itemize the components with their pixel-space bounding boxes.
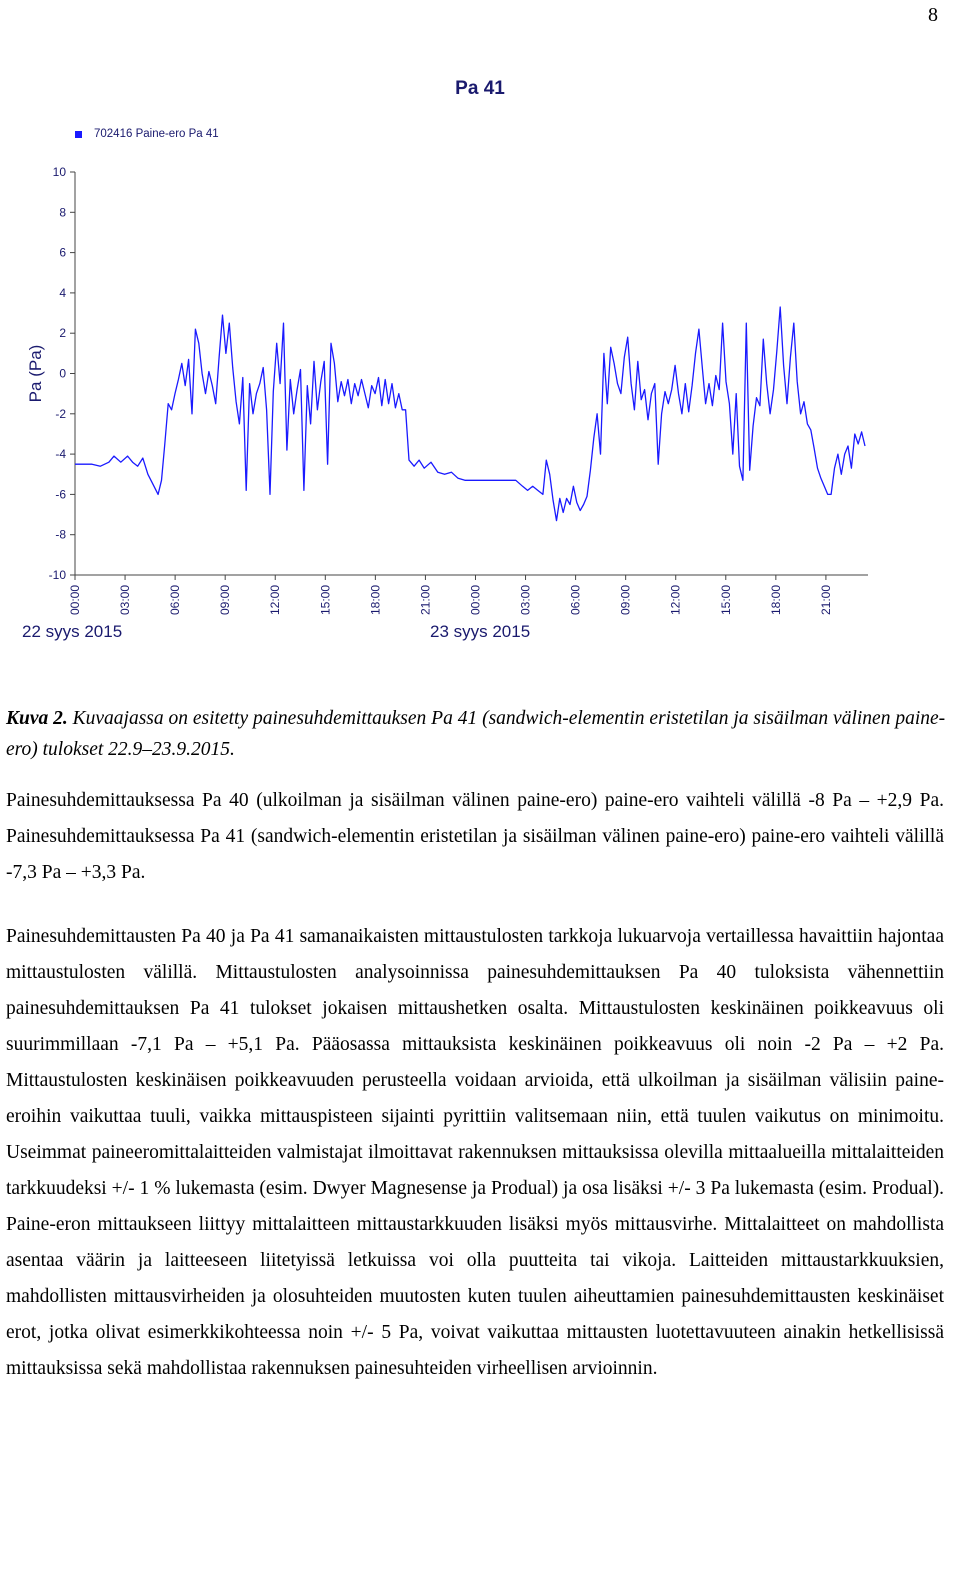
x-tick-label: 15:00 bbox=[318, 585, 333, 616]
paragraph-2: Painesuhdemittausten Pa 40 ja Pa 41 samanaikaisten mittaustulosten tarkkoja lukuarvoja vertaillessa havaittiin hajontaa mittaustulosten välillä. Mittaustulosten analysoinnissa painesuhdemittauksen Pa 40 tuloksista vähennettiin painesuhdemittauksen Pa 41 tulokset jokaisen mittaushetken osalta. Mittaustulosten keskinäinen poikkeavuus oli suurimmillaan -7,1 Pa – +5,1 Pa. Pääosassa mittauksista keskinäinen poikkeavuus oli noin -2 Pa – +2 Pa. Mittaustulosten keskinäisen poikkeavuuden perusteella voidaan arvioida, että ulkoilman ja sisäilman välisiin paine-eroihin vaikuttaa tuuli, vaikka mittauspisteen sijainti pyrittiin valitsemaan niin, että tuulen vaikutus on minimoitu. Useimmat paineeromittalaitteiden valmistajat ilmoittavat rakennuksen mittauksissa olevilla mittaalueilla mittalaitteiden tarkkuudeksi +/- 1 % lukemasta (esim. Dwyer Magnesense ja Produal) ja osa lisäksi +/- 3 Pa lukemasta (esim. Produal). Paine-eron mittaukseen liittyy mittalaitteen mittaustarkkuuden lisäksi myös mittausvirhe. Mittalaitteet on mahdollista asentaa väärin ja laitteeseen liitetyissä letkuissa voi olla puutteita tai vikoja. Laitteiden mittaustarkkuuksien, mahdollisten mittausvirheiden ja olosuhteiden muutosten kuten tuulen aiheuttamien painesuhdemittausten keskinäiset erot, jotka olivat esimerkkikohteessa noin +/- 5 Pa, voivat vaikuttaa mittausten luotettavuuteen ainakin hetkellisissä mittauksissa sekä mahdollistaa rakennuksen painesuhteiden virheellisen arvioinnin. bbox=[6, 926, 944, 1379]
y-tick-label: 10 bbox=[52, 165, 66, 179]
y-tick-label: -2 bbox=[55, 406, 66, 421]
series-line bbox=[75, 307, 865, 521]
y-tick-label: -10 bbox=[48, 568, 66, 582]
x-tick-label: 06:00 bbox=[568, 585, 583, 616]
chart-figure bbox=[0, 60, 960, 660]
x-tick-label: 21:00 bbox=[818, 585, 833, 616]
x-tick-label: 12:00 bbox=[668, 585, 683, 616]
legend-label: 702416 Paine-ero Pa 41 bbox=[94, 128, 219, 140]
chart-title: Pa 41 bbox=[455, 78, 505, 99]
x-tick-label: 21:00 bbox=[418, 585, 433, 616]
x-tick-label: 03:00 bbox=[518, 585, 533, 616]
figure-caption bbox=[6, 703, 946, 765]
y-tick-label: -6 bbox=[55, 487, 66, 502]
x-tick-label: 06:00 bbox=[168, 585, 183, 616]
x-tick-label: 00:00 bbox=[68, 585, 82, 616]
y-tick-label: -4 bbox=[55, 447, 66, 462]
y-tick-label: 8 bbox=[59, 205, 66, 220]
x-tick-label: 15:00 bbox=[718, 585, 733, 616]
caption-label: Kuva 2. bbox=[6, 708, 68, 729]
y-tick-label: 2 bbox=[59, 326, 66, 341]
y-tick-label: 4 bbox=[59, 285, 66, 300]
y-tick-label: -8 bbox=[55, 527, 66, 542]
x-tick-label: 09:00 bbox=[218, 585, 233, 616]
x-tick-label: 18:00 bbox=[768, 585, 783, 616]
paragraph-1: Painesuhdemittauksessa Pa 40 (ulkoilman ja sisäilman välinen paine-ero) paine-ero vaihteli välillä -8 Pa – +2,9 Pa. Painesuhdemittauksessa Pa 41 (sandwich-elementin eristetilan ja sisäilman välinen paine-ero) paine-ero vaihteli välillä -7,3 Pa – +3,3 Pa. bbox=[6, 790, 944, 883]
y-tick-label: 6 bbox=[59, 245, 66, 260]
date-label-start: 22 syys 2015 bbox=[22, 622, 123, 641]
x-tick-label: 00:00 bbox=[468, 585, 483, 616]
x-tick-label: 12:00 bbox=[268, 585, 283, 616]
chart-svg bbox=[0, 60, 960, 660]
date-label-second: 23 syys 2015 bbox=[430, 622, 531, 641]
x-tick-label: 03:00 bbox=[118, 585, 133, 616]
x-tick-label: 09:00 bbox=[618, 585, 633, 616]
y-tick-label: 0 bbox=[59, 366, 66, 381]
page-number: 8 bbox=[928, 4, 938, 26]
y-axis-label: Pa (Pa) bbox=[26, 344, 45, 403]
caption-text: Kuvaajassa on esitetty painesuhdemittauksen Pa 41 (sandwich-elementin eristetilan ja sisäilman välinen paine-ero) tulokset 22.9–23.9.2015. bbox=[6, 708, 946, 760]
x-tick-label: 18:00 bbox=[368, 585, 383, 616]
